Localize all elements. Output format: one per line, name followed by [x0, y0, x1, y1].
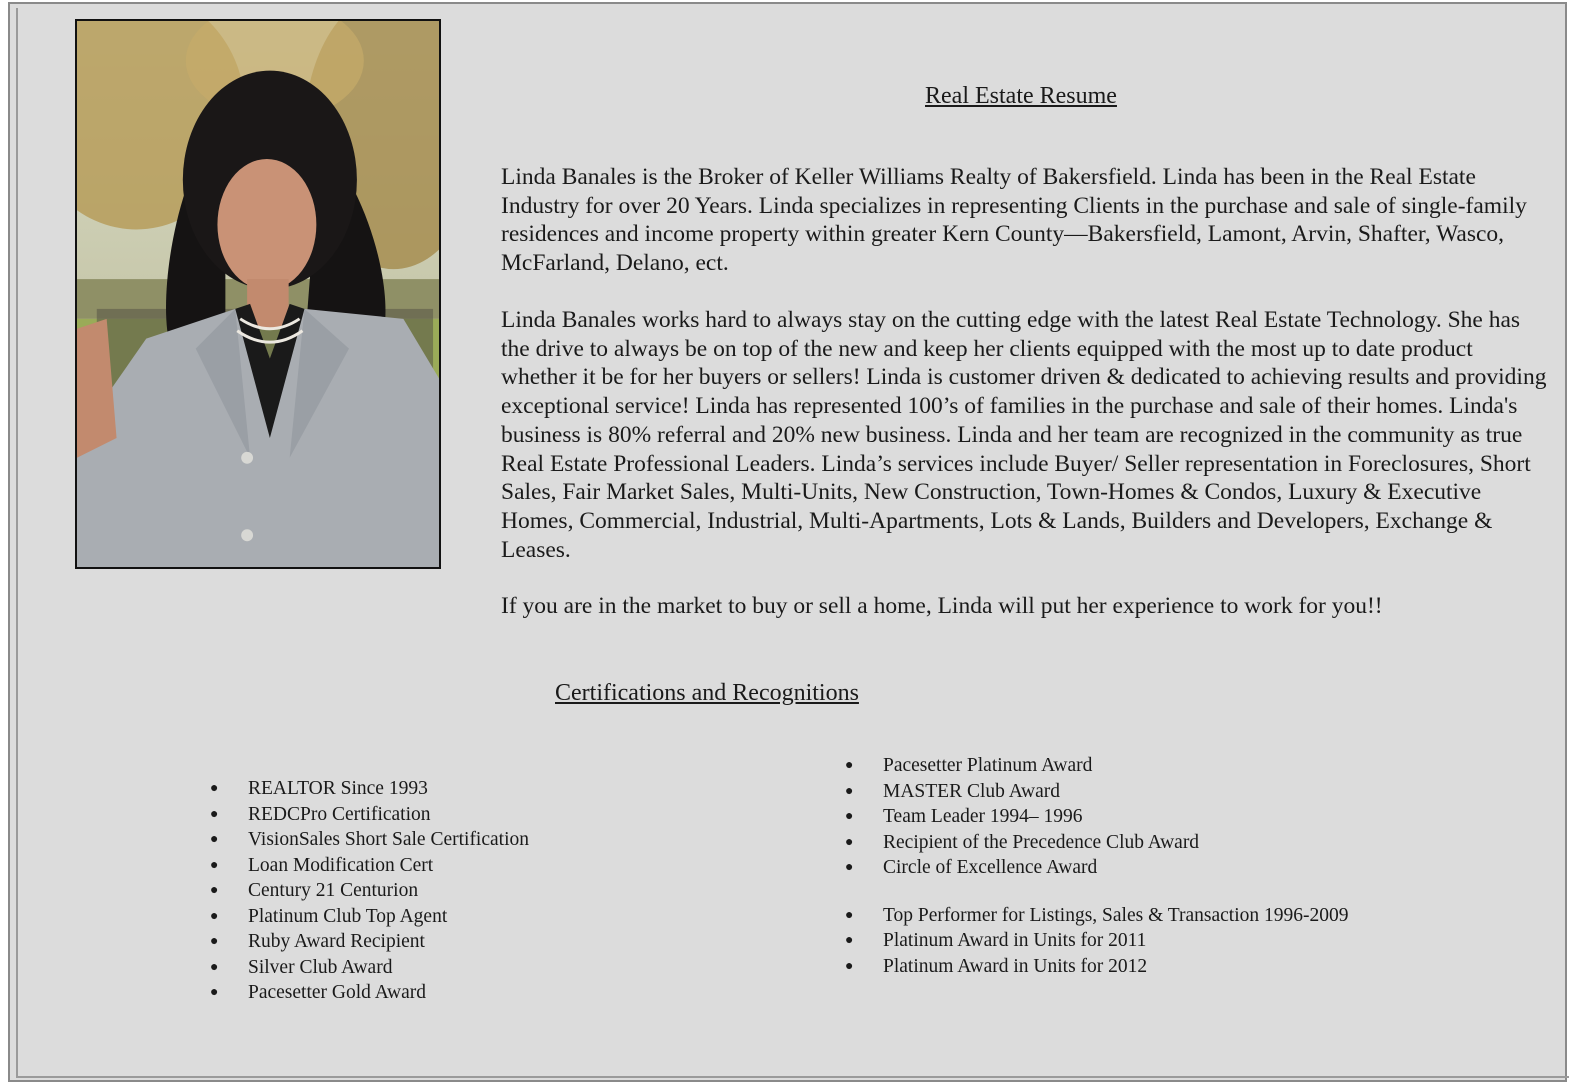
certifications-list-left — [210, 776, 529, 1006]
bullet-icon: ● — [210, 934, 219, 949]
bullet-icon: ● — [845, 860, 854, 875]
list-item: ● MASTER Club Award — [845, 779, 1349, 805]
list-spacer — [845, 881, 1349, 903]
list-item: ● REALTOR Since 1993 — [210, 776, 529, 802]
bullet-icon: ● — [845, 758, 854, 773]
list-item: ● Pacesetter Platinum Award — [845, 753, 1349, 779]
bullet-icon: ● — [210, 832, 219, 847]
bullet-icon: ● — [845, 907, 854, 923]
list-item: ● Pacesetter Gold Award — [210, 980, 529, 1006]
resume-title: Real Estate Resume — [925, 83, 1117, 109]
bullet-icon: ● — [210, 806, 219, 822]
list-item: ● Platinum Club Top Agent — [210, 904, 529, 930]
bio-paragraph-services: Linda Banales works hard to always stay on the cutting edge with the latest Real Estate Technology. She has the drive to always be on top of the new and keep her clients equipped with the most up to date product whether it be for her buyers or sellers! Linda is customer driven & dedicated to achieving results and providing exceptional service! Linda has represented 100’s of families in the purchase and sale of their homes. Linda's business is 80% referral and 20% new business. Linda and her team are recognized in the community as true Real Estate Professional Leaders. Linda’s services include Buyer/ Seller representation in Foreclosures, Short Sales, Fair Market Sales, Multi-Units, New Construction, Town-Homes & Condos, Luxury & Executive Homes, Commercial, Industrial, Multi-Apartments, Lots & Lands, Builders and Developers, Exchange & Leases. — [501, 307, 1547, 563]
list-item: ● Century 21 Centurion — [210, 878, 529, 904]
list-item: ● REDCPro Certification — [210, 802, 529, 828]
bullet-icon: ● — [845, 933, 854, 948]
list-item: ● Recipient of the Precedence Club Award — [845, 830, 1349, 856]
bullet-icon: ● — [845, 809, 854, 824]
list-item: ● Silver Club Award — [210, 955, 529, 981]
bio-paragraph-intro: Linda Banales is the Broker of Keller Williams Realty of Bakersfield. Linda has been in the Real Estate Industry for over 20 Years. Linda specializes in representing Clients in the purchase and sale of single-family residences and income property within greater Kern County—Bakersfield, Lamont, Arvin, Shafter, Wasco, McFarland, Delano, ect. — [501, 164, 1527, 277]
bullet-icon: ● — [210, 959, 219, 975]
list-item: ● Circle of Excellence Award — [845, 855, 1349, 881]
list-item: ● Loan Modification Cert — [210, 853, 529, 879]
bullet-icon: ● — [845, 958, 854, 974]
list-item: ● Platinum Award in Units for 2012 — [845, 954, 1349, 980]
bullet-icon: ● — [845, 783, 854, 799]
bullet-icon: ● — [210, 985, 219, 1000]
list-item: ● VisionSales Short Sale Certification — [210, 827, 529, 853]
bullet-icon: ● — [210, 883, 219, 898]
bullet-icon: ● — [210, 781, 219, 796]
list-item: ● Team Leader 1994– 1996 — [845, 804, 1349, 830]
certifications-heading: Certifications and Recognitions — [555, 680, 859, 706]
list-item: ● Top Performer for Listings, Sales & Transaction 1996-2009 — [845, 903, 1349, 929]
bullet-icon: ● — [210, 857, 219, 873]
bullet-icon: ● — [210, 908, 219, 924]
list-item: ● Platinum Award in Units for 2011 — [845, 928, 1349, 954]
bio-paragraph-closing: If you are in the market to buy or sell a home, Linda will put her experience to work for you!! — [501, 593, 1383, 619]
list-item: ● Ruby Award Recipient — [210, 929, 529, 955]
portrait-illustration — [77, 21, 439, 567]
certifications-list-right — [845, 753, 1349, 979]
bullet-icon: ● — [845, 834, 854, 850]
agent-portrait-photo — [75, 19, 441, 569]
